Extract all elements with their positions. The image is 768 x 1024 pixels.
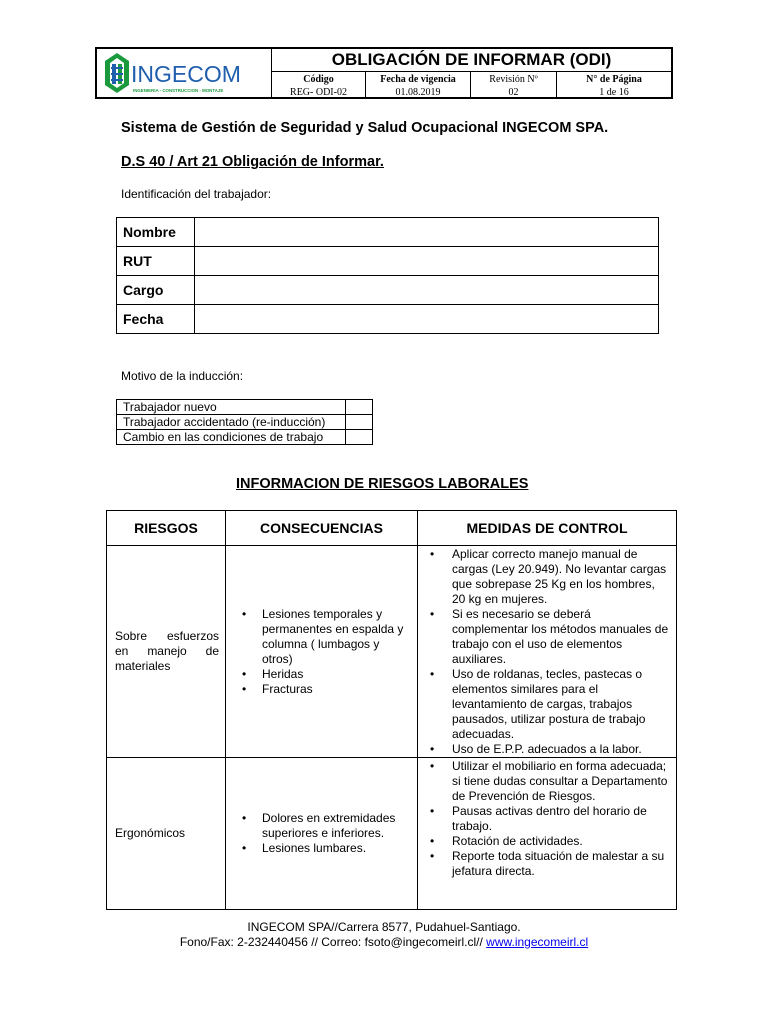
fecha-cell — [366, 72, 471, 97]
list-item: • Utilizar el mobiliario en forma adecuada; si tiene dudas consultar a Departamento de Prevención de Riesgos. — [426, 759, 670, 804]
motivo-option-cambio: Cambio en las condiciones de trabajo — [117, 430, 346, 445]
document-header — [95, 47, 673, 99]
footer-address: INGECOM SPA//Carrera 8577, Pudahuel-Santiago. — [247, 920, 521, 934]
riesgo-cell: Sobre esfuerzos en manejo de materiales — [107, 546, 226, 758]
logo-text: INGECOM — [131, 61, 241, 87]
identificacion-label: Identificación del trabajador: — [121, 187, 272, 201]
list-item: • Rotación de actividades. — [426, 834, 670, 849]
footer-contact — [0, 935, 768, 949]
motivo-checkbox-cambio[interactable] — [346, 430, 373, 445]
riesgos-header: RIESGOS — [107, 511, 226, 546]
list-item: • Uso de E.P.P. adecuados a la labor. — [426, 742, 670, 757]
table-row — [117, 430, 373, 445]
pagina-cell — [557, 72, 671, 97]
medidas-cell — [418, 758, 677, 910]
revision-value: 02 — [508, 87, 519, 98]
list-item: • Heridas — [234, 667, 411, 682]
table-row — [117, 276, 659, 305]
list-item: • Fracturas — [234, 682, 411, 697]
ds40-subheading: D.S 40 / Art 21 Obligación de Informar. — [121, 154, 384, 170]
riesgo-cell: Ergonómicos — [107, 758, 226, 910]
fecha-label: Fecha de vigencia — [380, 74, 456, 85]
revision-label: Revisión Nº — [489, 74, 538, 85]
table-row — [117, 218, 659, 247]
list-item: • Pausas activas dentro del horario de trabajo. — [426, 804, 670, 834]
motivo-checkbox-accidentado[interactable] — [346, 415, 373, 430]
worker-id-table — [116, 217, 659, 334]
rut-field[interactable] — [195, 247, 659, 276]
rut-label: RUT — [117, 247, 195, 276]
revision-cell — [471, 72, 557, 97]
codigo-cell — [272, 72, 366, 97]
cargo-field[interactable] — [195, 276, 659, 305]
motivo-checkbox-nuevo[interactable] — [346, 400, 373, 415]
list-item: • Uso de roldanas, tecles, pastecas o elementos similares para el levantamiento de cargas, trabajos pausados, utilizar postura de trabajo adecuadas. — [426, 667, 670, 742]
consecuencias-header: CONSECUENCIAS — [226, 511, 418, 546]
document-title: OBLIGACIÓN DE INFORMAR (ODI) — [272, 49, 671, 72]
system-heading: Sistema de Gestión de Seguridad y Salud Ocupacional INGECOM SPA. — [121, 120, 609, 136]
list-item: • Dolores en extremidades superiores e inferiores. — [234, 811, 411, 841]
ingecom-logo-icon — [97, 49, 271, 97]
document-meta — [272, 72, 671, 97]
medidas-cell — [418, 546, 677, 758]
consecuencias-cell — [226, 546, 418, 758]
table-row — [117, 305, 659, 334]
table-row — [107, 546, 677, 758]
fecha-value: 01.08.2019 — [395, 87, 441, 98]
pagina-value: 1 de 16 — [599, 87, 629, 98]
motivo-option-nuevo: Trabajador nuevo — [117, 400, 346, 415]
table-row — [107, 758, 677, 910]
table-row — [117, 415, 373, 430]
company-logo — [97, 49, 272, 97]
cargo-label: Cargo — [117, 276, 195, 305]
riesgos-table — [106, 510, 677, 910]
nombre-label: Nombre — [117, 218, 195, 247]
logo-tagline: INGENIERIA - CONSTRUCCION - MONTAJE — [133, 88, 224, 93]
list-item: • Reporte toda situación de malestar a su jefatura directa. — [426, 849, 670, 879]
consecuencias-cell — [226, 758, 418, 910]
footer-contact-text: Fono/Fax: 2-232440456 // Correo: fsoto@ingecomeirl.cl// — [179, 935, 487, 949]
nombre-field[interactable] — [195, 218, 659, 247]
motivo-label: Motivo de la inducción: — [121, 369, 244, 383]
list-item: • Si es necesario se deberá complementar los métodos manuales de trabajo con el uso de elementos auxiliares. — [426, 607, 670, 667]
table-row — [117, 400, 373, 415]
list-item: • Aplicar correcto manejo manual de cargas (Ley 20.949). No levantar cargas que sobrepase 25 Kg en los hombres, 20 kg en mujeres. — [426, 547, 670, 607]
motivo-table — [116, 399, 373, 445]
table-header-row — [107, 511, 677, 546]
list-item: • Lesiones temporales y permanentes en espalda y columna ( lumbagos y otros) — [234, 607, 411, 667]
fecha-field-label: Fecha — [117, 305, 195, 334]
codigo-label: Código — [303, 74, 334, 85]
pagina-label: N° de Página — [586, 74, 642, 85]
website-link[interactable]: www.ingecomeirl.cl — [486, 935, 589, 949]
codigo-value: REG- ODI-02 — [290, 87, 347, 98]
list-item: • Lesiones lumbares. — [234, 841, 411, 856]
fecha-field[interactable] — [195, 305, 659, 334]
table-row — [117, 247, 659, 276]
medidas-header: MEDIDAS DE CONTROL — [418, 511, 677, 546]
riesgos-section-title: INFORMACION DE RIESGOS LABORALES — [236, 476, 529, 492]
motivo-option-accidentado: Trabajador accidentado (re-inducción) — [117, 415, 346, 430]
